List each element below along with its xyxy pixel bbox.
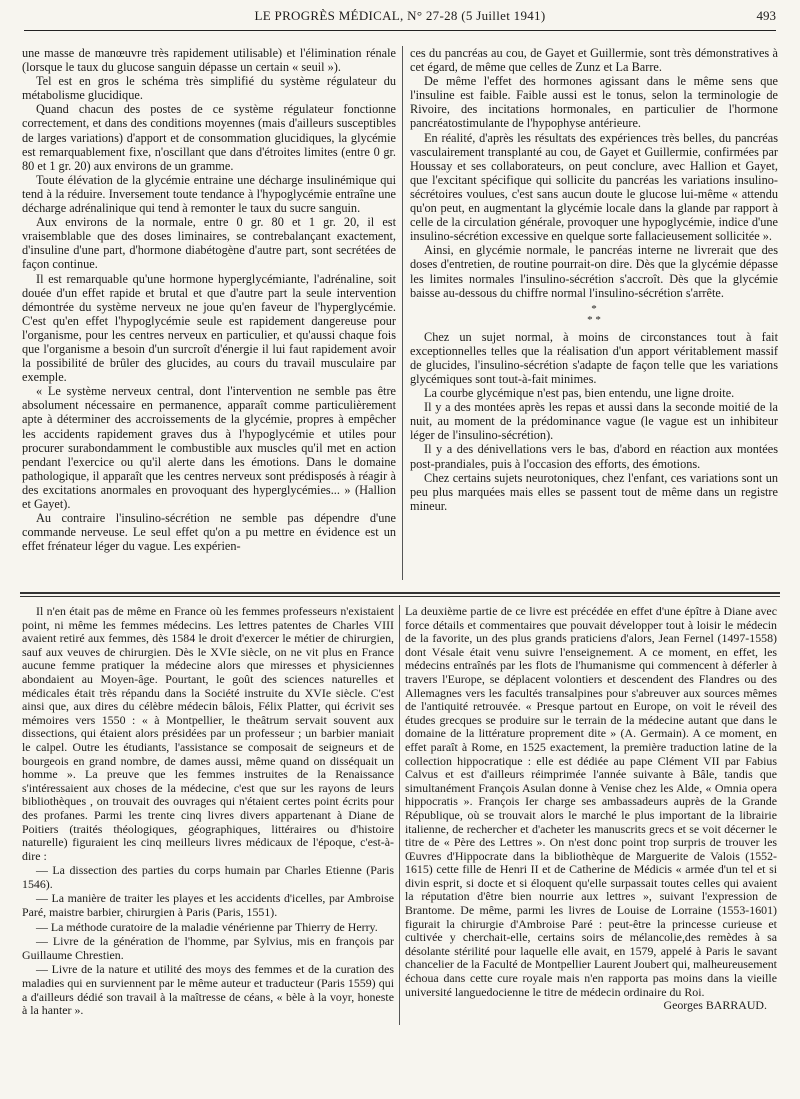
section-break-asterism bbox=[410, 304, 778, 326]
page-header bbox=[24, 8, 776, 28]
paragraph: Chez un sujet normal, à moins de circonstances tout à fait exceptionnelles telles que la réalisation d'un apport véritablement massif de glucides, l'insulino-sécrétion s'adapte de façon telle que les variations glycémiques sont tout-à-fait minimes. bbox=[410, 329, 778, 386]
column-divider bbox=[402, 46, 403, 580]
paragraph: Il est remarquable qu'une hormone hyperglycémiante, l'adrénaline, soit douée d'un effet rapide et brutal et que d'autre part la seule intervention démontrée du système nerveux ne joue qu'en faveur de l'hyperglycémie. C'est qu'en effet l'hypoglycémie seule est rapidement dangereuse pour l'organisme, pour les centres nerveux en particulier, et qu'aussi chaque fois que l'organisme a besoin d'un surcroît d'énergie il lui faut rapidement avoir la possibilité de brûler des glucides, au cours du travail musculaire par exemple. bbox=[22, 271, 396, 385]
paragraph: Aux environs de la normale, entre 0 gr. 80 et 1 gr. 20, il est vraisemblable que des doses liminaires, se contrebalançant exactement, d'insuline d'une part, d'hormone diabétogène d'autre part, sont secrétées de façon continue. bbox=[22, 215, 396, 272]
paragraph: une masse de manœuvre très rapidement utilisable) et l'élimination rénale (lorsque le taux du glucose sanguin dépasse un certain « seuil »). bbox=[22, 46, 396, 75]
paragraph: Tel est en gros le schéma très simplifié du système régulateur du métabolisme glucidique. bbox=[22, 74, 396, 103]
book-list-item: — Livre de la génération de l'homme, par Sylvius, mis en françois par Guillaume Chrestien. bbox=[22, 934, 394, 962]
paragraph: Il y a des dénivellations vers le bas, d'abord en réaction aux montées post-prandiales, puis à l'occasion des efforts, des émotions. bbox=[410, 442, 778, 471]
journal-title: LE PROGRÈS MÉDICAL, N° 27-28 (5 Juillet 1941) bbox=[254, 8, 546, 23]
author-signature: Georges BARRAUD. bbox=[663, 998, 767, 1013]
history-column-right bbox=[405, 605, 777, 1013]
paragraph: Il y a des montées après les repas et aussi dans la seconde moitié de la nuit, au moment de la prédominance vague (le vague est un inhibiteur léger de l'insulino-sécrétion). bbox=[410, 400, 778, 443]
header-rule bbox=[24, 30, 776, 31]
article-column-left bbox=[22, 46, 396, 553]
paragraph: Toute élévation de la glycémie entraine une décharge insulinémique qui tend à la réduire. Inversement toute tendance à l'hypoglycémie entraîne une décharge adrénalinique qui tend à remonter le taux du sucre sanguin. bbox=[22, 172, 396, 216]
article-column-right bbox=[410, 46, 778, 513]
history-column-left bbox=[22, 605, 394, 1018]
paragraph: La deuxième partie de ce livre est précédée en effet d'une épître à Diane avec force détails et commentaires que pouvait développer tout à loisir le médecin de la favorite, un des plus grands praticiens d'alors, Jean Fernel (1497-1558) dont Vésale était venu suivre l'enseignement. A ce moment, en effet, les médecins entraînés par les flots de l'humanisme qui commencent à déferler à travers l'Europe, se déplacent volontiers et descendent des Flandres ou des Allemagnes vers les facultés transalpines pour s'abreuver aux sources mêmes de l'antiquité retrouvée. « Presque partout en Europe, on voit le réveil des études grecques se produire sur le terrain de la médecine autant que dans le domaine de la littérature proprement dite » (A. Germain). A ce moment, en effet paraît à Rome, en 1525 exactement, la première traduction latine de la collection hippocratique : elle est dédiée au pape Clément VII par Fabius Calvus et est d'ailleurs réimprimée l'année suivante à Bâle, tandis que simultanément François Asulan donne à Venise chez les Alde, « Omnia opera hippocratis ». François Ier charge ses ambassadeurs auprès de la Grande République, où se trouvait alors le marché le plus important de la librairie italienne, de rechercher et d'acheter les manuscrits grecs et se voit décerner le titre de « Père des Lettres ». On n'est donc point trop surpris de trouver les Œuvres d'Hippocrate dans la bibliothèque de Marguerite de Valois (1552-1615) cette fille de Henri II et de Catherine de Médicis « armée d'un tel et si divin esprit, si docte et si éloquent qu'elle surpassait toutes celles qui avaient la réputation d'être bien nourrie aux lettres », suivant l'expression de Brantome. De même, parmi les livres de Louise de Lorraine (1553-1601) figurait la chirurgie d'Ambroise Paré : peut-être la princesse curieuse et cultivée y cherchait-elle, certains soirs de mélancolie,des remèdes à sa désolante stérilité pour laquelle elle avait, en 1579, appelé à Paris le savant chancelier de la Faculté de Montpellier Laurent Joubert qui, malheureusement échoua dans cette cure royale mais n'en rapporta pas moins dans la vieille université languedocienne le titre de médecin ordinaire du Roi. bbox=[405, 604, 777, 999]
paragraph: La courbe glycémique n'est pas, bien entendu, une ligne droite. bbox=[424, 386, 735, 401]
book-list-item: — Livre de la nature et utilité des moys des femmes et de la curation des maladies qui en surviennent par le même auteur et traducteur (Paris 1559) qui a d'ailleurs dédié son travail à la maîtresse de céans, « bèle à la voyr, honeste à la hanter ». bbox=[22, 962, 394, 1018]
paragraph: Ainsi, en glycémie normale, le pancréas interne ne livrerait que des doses d'entretien, de routine pourrait-on dire. Dès que la glycémie dépasse les limites normales l'insulino-sécrétion s'accroît. Dès que la glycémie baisse au-dessous du chiffre normal l'insulino-sécrétion s'arrête. bbox=[410, 243, 778, 300]
paragraph: Au contraire l'insulino-sécrétion ne semble pas dépendre d'une commande nerveuse. Le seul effet qu'on a pu mettre en évidence est un effet frénateur léger du vague. Les expérien- bbox=[22, 511, 396, 554]
section-separator-thin bbox=[20, 596, 780, 597]
column-divider bbox=[399, 605, 400, 1025]
paragraph: De même l'effet des hormones agissant dans le même sens que l'insuline est faible. Faible aussi est le tonus, selon la terminologie de Rivoire, des incitations hormonales, en particulier de l'hormone pancréatostimulante de l'hypophyse antérieure. bbox=[410, 74, 778, 131]
asterism-bottom: * * bbox=[587, 313, 601, 326]
paragraph: Quand chacun des postes de ce système régulateur fonctionne correctement, et dans des conditions moyennes (mais d'ailleurs susceptibles de larges variations) d'apport et de consommation glucidiques, la glycémie est remarquablement fixe, n'oscillant que dans d'étroites limites (entre 0 gr. 80 et 1 gr. 20) aux environs de un gramme. bbox=[22, 102, 396, 173]
paragraph: ces du pancréas au cou, de Gayet et Guillermie, sont très démonstratives à cet égard, de même que celles de Zunz et La Barre. bbox=[410, 46, 778, 75]
asterism-top: * bbox=[591, 302, 597, 315]
book-list-item: — La manière de traiter les playes et les accidents d'icelles, par Ambroise Paré, maistre barbier, chirurgien à Paris (Paris, 1551). bbox=[22, 891, 394, 920]
paragraph: « Le système nerveux central, dont l'intervention ne semble pas être absolument nécessaire en permanence, apparaît comme particulièrement apte à déterminer des accroissements de la glycémie, propres à empêcher les accidents rapidement graves dus à l'hypoglycémie et utiles pour procurer surabondamment le combustible aux muscles qu'il met en action pendant l'exercice ou qu'il alerte dans les émotions. Dans le domaine pathologique, il apparaît que les centres nerveux sont prédisposés à réagir à des excitations anormales en provoquant des hyperglycémies... » (Hallion et Gayet). bbox=[22, 384, 396, 511]
book-list-item: — La méthode curatoire de la maladie vénérienne par Thierry de Herry. bbox=[36, 919, 378, 934]
section-separator bbox=[20, 592, 780, 594]
paragraph: Il n'en était pas de même en France où les femmes professeurs n'existaient point, ni même les femmes médecins. Les lettres patentes de Charles VIII avaient retiré aux femmes, dès 1584 le droit d'exercer le métier de chirurgien, sauf aux veuves de chirurgien. Dès le XVIe siècle, on ne vit plus en France aucune femme pratiquer la médecine alors que miresses et physiciennes abondaient au Moyen-âge. Pourtant, le goût des sciences naturelles et médicales était très répandu dans la Société instruite du XVIe siècle. C'est ainsi que, aux dires du célèbre médecin bâlois, Félix Platter, qui écrivit ses mémoires vers 1550 : « à Montpellier, le theâtrum servait souvent aux dissections, qui étaient alors présidées par un professeur ; un barbier maniait le calpel. Outre les étudiants, l'assistance se composait de seigneurs et de bourgeois en grand nombre, de dames aussi, même quand on disséquait un homme ». La preuve que les femmes instruites de la Renaissance s'intéressaient aux choses de la médecine, c'est que sur les rayons de leurs bibliothèques , on trouvait des ouvrages qui n'étaient certes point écrits pour des profanes. Parmi les trente cinq livres divers appartenant à Diane de Poitiers (traités théologiques, géographiques, littéraires ou d'histoire naturelle) figuraient les cinq meilleurs livres médicaux de l'époque, c'est-à-dire : bbox=[22, 604, 394, 863]
page-number: 493 bbox=[756, 8, 776, 23]
book-list-item: — La dissection des parties du corps humain par Charles Etienne (Paris 1546). bbox=[22, 863, 394, 891]
paragraph: En réalité, d'après les résultats des expériences très belles, du pancréas vasculairement transplanté au cou, de Gayet et Guillermie, confirmées par Houssay et ses collaborateurs, on peut conclure, avec Hallion et Gayet, que l'excitant spécifique qui sollicite du pancréas les variations insulino-sécrétoires voulues, c'est sans aucun doute le glucose lui-même « attendu qu'on peut, en augmentant la glycémie locale dans la glande par rapport à celle de la circulation générale, provoquer une hypoglycémie, indice d'une insulino-sécrétion excessive en quelque sorte fallacieusement sollicitée ». bbox=[410, 130, 778, 244]
paragraph: Chez certains sujets neurotoniques, chez l'enfant, ces variations sont un peu plus marquées mais elles se passent tout de même dans un registre mineur. bbox=[410, 470, 778, 513]
